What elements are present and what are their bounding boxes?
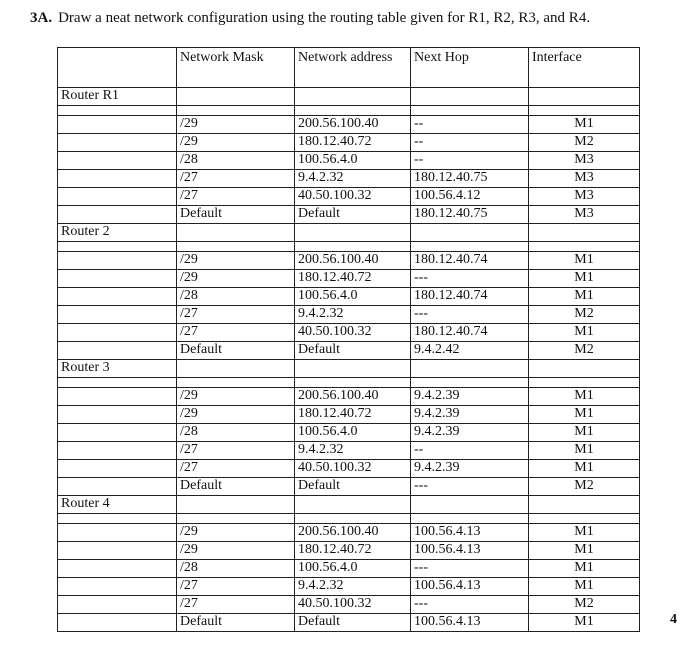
address-cell: 40.50.100.32 (295, 188, 411, 206)
empty-cell (58, 134, 177, 152)
interface-cell: M1 (529, 116, 640, 134)
table-row (58, 116, 640, 134)
spacer-row (58, 378, 640, 388)
next-hop-cell: --- (411, 596, 529, 614)
interface-cell: M1 (529, 324, 640, 342)
empty-cell (58, 242, 177, 252)
empty-cell (58, 270, 177, 288)
empty-cell (295, 106, 411, 116)
empty-cell (58, 324, 177, 342)
interface-cell: M2 (529, 134, 640, 152)
next-hop-cell: 100.56.4.12 (411, 188, 529, 206)
table-row (58, 442, 640, 460)
router-name: Router R1 (58, 88, 177, 106)
empty-cell (177, 378, 295, 388)
empty-cell (58, 116, 177, 134)
next-hop-cell: 180.12.40.75 (411, 170, 529, 188)
empty-cell (411, 106, 529, 116)
empty-cell (58, 188, 177, 206)
address-cell: 9.4.2.32 (295, 170, 411, 188)
table-row (58, 460, 640, 478)
empty-cell (411, 88, 529, 106)
address-cell: 40.50.100.32 (295, 460, 411, 478)
next-hop-cell: --- (411, 270, 529, 288)
empty-cell (295, 360, 411, 378)
interface-cell: M1 (529, 560, 640, 578)
interface-cell: M1 (529, 424, 640, 442)
mask-cell: Default (177, 342, 295, 360)
mask-cell: Default (177, 206, 295, 224)
empty-cell (295, 242, 411, 252)
empty-cell (177, 360, 295, 378)
header-router (58, 48, 177, 88)
address-cell: 180.12.40.72 (295, 542, 411, 560)
address-cell: 9.4.2.32 (295, 442, 411, 460)
mask-cell: /27 (177, 188, 295, 206)
empty-cell (529, 378, 640, 388)
table-row (58, 560, 640, 578)
next-hop-cell: 100.56.4.13 (411, 578, 529, 596)
mask-cell: /27 (177, 170, 295, 188)
empty-cell (58, 106, 177, 116)
empty-cell (529, 514, 640, 524)
empty-cell (58, 442, 177, 460)
empty-cell (58, 478, 177, 496)
next-hop-cell: 100.56.4.13 (411, 614, 529, 632)
next-hop-cell: --- (411, 306, 529, 324)
empty-cell (58, 542, 177, 560)
empty-cell (411, 360, 529, 378)
mask-cell: Default (177, 614, 295, 632)
empty-cell (58, 388, 177, 406)
address-cell: Default (295, 342, 411, 360)
empty-cell (529, 242, 640, 252)
address-cell: 200.56.100.40 (295, 252, 411, 270)
empty-cell (529, 360, 640, 378)
empty-cell (58, 152, 177, 170)
address-cell: 100.56.4.0 (295, 560, 411, 578)
mask-cell: /29 (177, 388, 295, 406)
empty-cell (529, 496, 640, 514)
empty-cell (58, 596, 177, 614)
mask-cell: /29 (177, 116, 295, 134)
mask-cell: /29 (177, 252, 295, 270)
table-row (58, 578, 640, 596)
empty-cell (529, 88, 640, 106)
interface-cell: M3 (529, 170, 640, 188)
table-row (58, 478, 640, 496)
router-name-row (58, 360, 640, 378)
table-row (58, 424, 640, 442)
mask-cell: /27 (177, 460, 295, 478)
interface-cell: M1 (529, 252, 640, 270)
table-header-row (58, 48, 640, 88)
table-row (58, 206, 640, 224)
mask-cell: /28 (177, 152, 295, 170)
interface-cell: M1 (529, 460, 640, 478)
address-cell: 200.56.100.40 (295, 116, 411, 134)
interface-cell: M1 (529, 288, 640, 306)
empty-cell (58, 406, 177, 424)
mask-cell: /29 (177, 270, 295, 288)
next-hop-cell: -- (411, 116, 529, 134)
interface-cell: M1 (529, 542, 640, 560)
next-hop-cell: 100.56.4.13 (411, 524, 529, 542)
next-hop-cell: 180.12.40.75 (411, 206, 529, 224)
next-hop-cell: -- (411, 134, 529, 152)
interface-cell: M3 (529, 188, 640, 206)
empty-cell (411, 378, 529, 388)
next-hop-cell: 9.4.2.39 (411, 424, 529, 442)
empty-cell (177, 242, 295, 252)
header-network-address: Network address (295, 48, 411, 88)
empty-cell (58, 578, 177, 596)
table-row (58, 614, 640, 632)
spacer-row (58, 242, 640, 252)
empty-cell (58, 252, 177, 270)
empty-cell (58, 524, 177, 542)
address-cell: 40.50.100.32 (295, 324, 411, 342)
mask-cell: /27 (177, 596, 295, 614)
router-name-row (58, 88, 640, 106)
spacer-row (58, 514, 640, 524)
mask-cell: /29 (177, 524, 295, 542)
table-row (58, 152, 640, 170)
address-cell: 200.56.100.40 (295, 524, 411, 542)
empty-cell (58, 206, 177, 224)
table-row (58, 252, 640, 270)
empty-cell (58, 378, 177, 388)
table-row (58, 306, 640, 324)
next-hop-cell: --- (411, 478, 529, 496)
empty-cell (529, 224, 640, 242)
next-hop-cell: 180.12.40.74 (411, 324, 529, 342)
empty-cell (295, 496, 411, 514)
next-hop-cell: -- (411, 442, 529, 460)
table-row (58, 170, 640, 188)
table-row (58, 188, 640, 206)
router-name: Router 4 (58, 496, 177, 514)
interface-cell: M2 (529, 478, 640, 496)
interface-cell: M1 (529, 442, 640, 460)
empty-cell (58, 614, 177, 632)
mask-cell: /29 (177, 134, 295, 152)
question-text: Draw a neat network configuration using the routing table given for R1, R2, R3, and R4. (58, 10, 591, 26)
empty-cell (411, 514, 529, 524)
header-next-hop: Next Hop (411, 48, 529, 88)
mask-cell: /27 (177, 442, 295, 460)
interface-cell: M2 (529, 596, 640, 614)
interface-cell: M1 (529, 388, 640, 406)
address-cell: 180.12.40.72 (295, 270, 411, 288)
next-hop-cell: 9.4.2.42 (411, 342, 529, 360)
mask-cell: /28 (177, 424, 295, 442)
interface-cell: M2 (529, 306, 640, 324)
empty-cell (411, 224, 529, 242)
address-cell: Default (295, 206, 411, 224)
table-body (58, 88, 640, 632)
address-cell: 200.56.100.40 (295, 388, 411, 406)
table-row (58, 134, 640, 152)
empty-cell (295, 88, 411, 106)
next-hop-cell: -- (411, 152, 529, 170)
mask-cell: /27 (177, 578, 295, 596)
address-cell: 100.56.4.0 (295, 288, 411, 306)
interface-cell: M1 (529, 524, 640, 542)
interface-cell: M2 (529, 342, 640, 360)
empty-cell (58, 170, 177, 188)
address-cell: 100.56.4.0 (295, 424, 411, 442)
table-row (58, 406, 640, 424)
empty-cell (295, 514, 411, 524)
mask-cell: /28 (177, 560, 295, 578)
mask-cell: /29 (177, 542, 295, 560)
table-row (58, 342, 640, 360)
table-row (58, 388, 640, 406)
empty-cell (58, 514, 177, 524)
empty-cell (411, 496, 529, 514)
empty-cell (295, 378, 411, 388)
address-cell: Default (295, 478, 411, 496)
empty-cell (58, 424, 177, 442)
table-row (58, 542, 640, 560)
address-cell: 180.12.40.72 (295, 134, 411, 152)
page-number: 4 (670, 612, 677, 627)
header-network-mask: Network Mask (177, 48, 295, 88)
empty-cell (58, 342, 177, 360)
empty-cell (177, 514, 295, 524)
mask-cell: /27 (177, 306, 295, 324)
mask-cell: /28 (177, 288, 295, 306)
interface-cell: M1 (529, 578, 640, 596)
next-hop-cell: 180.12.40.74 (411, 288, 529, 306)
empty-cell (58, 288, 177, 306)
next-hop-cell: 9.4.2.39 (411, 406, 529, 424)
question-number: 3A. (30, 10, 53, 26)
router-name-row (58, 224, 640, 242)
table-row (58, 270, 640, 288)
interface-cell: M1 (529, 614, 640, 632)
address-cell: 9.4.2.32 (295, 306, 411, 324)
next-hop-cell: 9.4.2.39 (411, 460, 529, 478)
empty-cell (58, 306, 177, 324)
table-row (58, 596, 640, 614)
mask-cell: /27 (177, 324, 295, 342)
table-row (58, 288, 640, 306)
header-interface: Interface (529, 48, 640, 88)
question-heading (30, 10, 590, 27)
empty-cell (295, 224, 411, 242)
router-name: Router 2 (58, 224, 177, 242)
spacer-row (58, 106, 640, 116)
mask-cell: /29 (177, 406, 295, 424)
empty-cell (177, 106, 295, 116)
address-cell: 40.50.100.32 (295, 596, 411, 614)
interface-cell: M1 (529, 406, 640, 424)
interface-cell: M3 (529, 206, 640, 224)
empty-cell (58, 560, 177, 578)
next-hop-cell: --- (411, 560, 529, 578)
router-name: Router 3 (58, 360, 177, 378)
table-row (58, 324, 640, 342)
address-cell: Default (295, 614, 411, 632)
address-cell: 9.4.2.32 (295, 578, 411, 596)
empty-cell (529, 106, 640, 116)
next-hop-cell: 9.4.2.39 (411, 388, 529, 406)
empty-cell (177, 496, 295, 514)
empty-cell (58, 460, 177, 478)
empty-cell (177, 88, 295, 106)
address-cell: 180.12.40.72 (295, 406, 411, 424)
empty-cell (177, 224, 295, 242)
mask-cell: Default (177, 478, 295, 496)
table-row (58, 524, 640, 542)
next-hop-cell: 100.56.4.13 (411, 542, 529, 560)
next-hop-cell: 180.12.40.74 (411, 252, 529, 270)
routing-table (57, 47, 640, 632)
empty-cell (411, 242, 529, 252)
interface-cell: M3 (529, 152, 640, 170)
router-name-row (58, 496, 640, 514)
interface-cell: M1 (529, 270, 640, 288)
address-cell: 100.56.4.0 (295, 152, 411, 170)
